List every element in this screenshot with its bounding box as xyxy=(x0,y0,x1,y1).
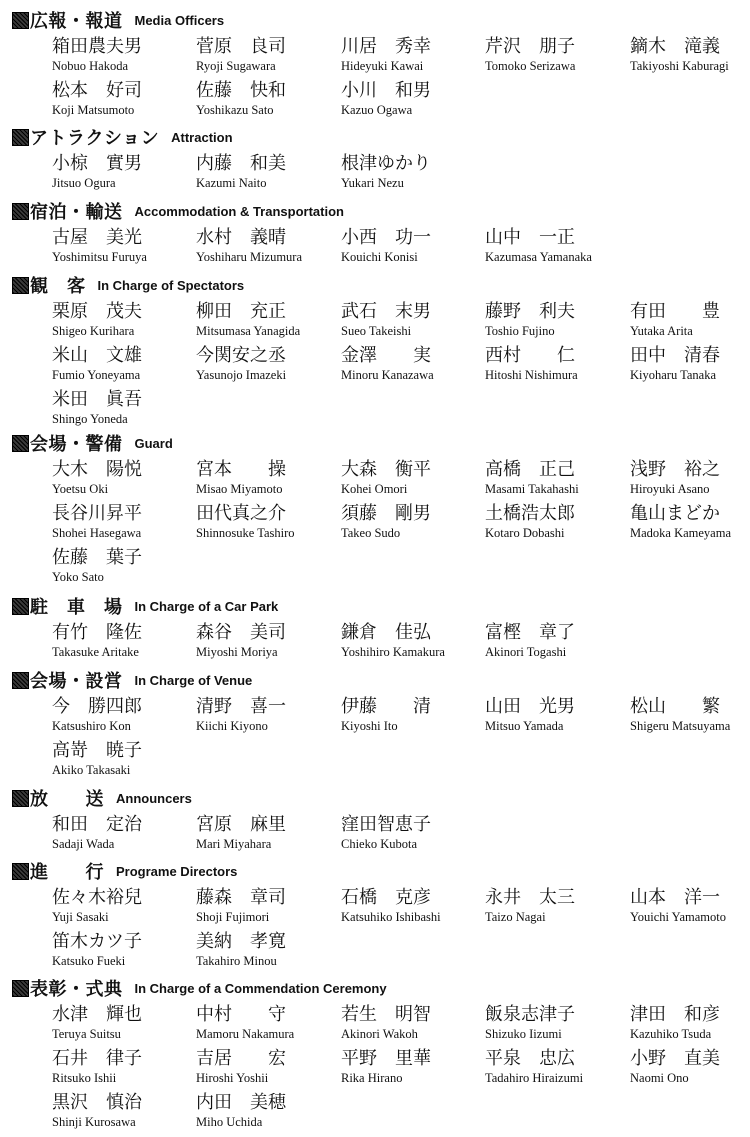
staff-member xyxy=(196,80,336,124)
member-name-en: Nobuo Hakoda xyxy=(52,59,129,73)
staff-member xyxy=(196,503,336,547)
staff-member xyxy=(485,1004,625,1048)
staff-member xyxy=(630,503,750,547)
member-name-ja: 古屋 美光 xyxy=(52,227,142,248)
staff-member xyxy=(341,1048,481,1092)
staff-member xyxy=(196,1092,336,1136)
member-name-ja: 栗原 茂夫 xyxy=(52,301,142,322)
member-name-ja: 佐藤 葉子 xyxy=(52,547,142,568)
section-heading xyxy=(12,976,387,1000)
section-marker-icon xyxy=(12,435,29,452)
staff-member xyxy=(341,459,481,503)
staff-member xyxy=(196,622,336,666)
staff-member xyxy=(341,301,481,345)
member-name-en: Yuji Sasaki xyxy=(52,910,109,924)
staff-member xyxy=(196,887,336,931)
member-name-ja: 金澤 実 xyxy=(341,345,431,366)
section-heading xyxy=(12,199,344,223)
member-name-en: Mitsuo Yamada xyxy=(485,719,564,733)
staff-member xyxy=(630,345,750,389)
section-title-en: In Charge of a Commendation Ceremony xyxy=(134,980,387,996)
member-name-ja: 和田 定治 xyxy=(52,814,142,835)
section-heading xyxy=(12,859,237,883)
member-name-en: Yoetsu Oki xyxy=(52,482,109,496)
member-name-ja: 鏑木 滝義 xyxy=(630,36,720,57)
member-name-en: Akiko Takasaki xyxy=(52,763,131,777)
member-name-en: Mari Miyahara xyxy=(196,837,272,851)
member-name-ja: 佐藤 快和 xyxy=(196,80,286,101)
staff-member xyxy=(630,1004,750,1048)
staff-member xyxy=(485,36,625,80)
member-name-en: Naomi Ono xyxy=(630,1071,689,1085)
staff-member xyxy=(630,887,750,931)
section-title-ja: 進 行 xyxy=(30,862,104,883)
member-name-en: Teruya Suitsu xyxy=(52,1027,121,1041)
member-name-ja: 平泉 忠広 xyxy=(485,1048,575,1069)
staff-member xyxy=(341,80,481,124)
member-name-en: Koji Matsumoto xyxy=(52,103,135,117)
staff-member xyxy=(630,36,750,80)
member-name-en: Shoji Fujimori xyxy=(196,910,270,924)
member-name-ja: 内田 美穂 xyxy=(196,1092,286,1113)
member-name-ja: 箱田農夫男 xyxy=(52,36,142,57)
member-name-ja: 小野 直美 xyxy=(630,1048,720,1069)
section-title-ja: 放 送 xyxy=(30,789,104,810)
staff-member xyxy=(196,814,336,858)
staff-member xyxy=(196,931,336,975)
staff-member xyxy=(52,622,192,666)
member-name-en: Yoshiharu Mizumura xyxy=(196,250,303,264)
staff-member xyxy=(341,153,481,197)
section-title-ja: 駐 車 場 xyxy=(30,597,123,618)
member-name-ja: 田中 清春 xyxy=(630,345,720,366)
staff-member xyxy=(52,503,192,547)
member-name-en: Fumio Yoneyama xyxy=(52,368,141,382)
staff-member xyxy=(52,1048,192,1092)
section-title-ja: 表彰・式典 xyxy=(30,979,123,1000)
member-name-en: Minoru Kanazawa xyxy=(341,368,434,382)
staff-member xyxy=(52,696,192,740)
section-heading xyxy=(12,8,224,32)
member-name-ja: 有竹 隆佐 xyxy=(52,622,142,643)
staff-member xyxy=(52,153,192,197)
staff-member xyxy=(485,345,625,389)
staff-member xyxy=(485,459,625,503)
staff-member xyxy=(196,345,336,389)
staff-member xyxy=(485,503,625,547)
staff-member xyxy=(52,345,192,389)
member-name-en: Kohei Omori xyxy=(341,482,408,496)
member-name-ja: 亀山まどか xyxy=(630,503,720,524)
staff-member xyxy=(52,887,192,931)
staff-member xyxy=(341,36,481,80)
staff-member xyxy=(196,227,336,271)
member-name-ja: 藤野 利夫 xyxy=(485,301,575,322)
member-name-ja: 鎌倉 佳弘 xyxy=(341,622,431,643)
section-heading xyxy=(12,668,252,692)
section-title-en: Announcers xyxy=(116,790,192,806)
staff-member xyxy=(485,622,625,666)
member-name-en: Shohei Hasegawa xyxy=(52,526,142,540)
member-name-en: Shinnosuke Tashiro xyxy=(196,526,295,540)
member-name-en: Hiroshi Yoshii xyxy=(196,1071,269,1085)
section-title-ja: 宿泊・輸送 xyxy=(30,202,123,223)
section-heading xyxy=(12,786,192,810)
staff-member xyxy=(630,696,750,740)
member-name-en: Tadahiro Hiraizumi xyxy=(485,1071,584,1085)
member-name-en: Yoshihiro Kamakura xyxy=(341,645,445,659)
member-name-en: Kiyoharu Tanaka xyxy=(630,368,717,382)
member-name-ja: 平野 里華 xyxy=(341,1048,431,1069)
member-name-ja: 吉居 宏 xyxy=(196,1048,286,1069)
member-name-ja: 山田 光男 xyxy=(485,696,575,717)
member-name-ja: 武石 末男 xyxy=(341,301,431,322)
member-name-en: Kazumi Naito xyxy=(196,176,267,190)
member-name-ja: 今関安之丞 xyxy=(196,345,286,366)
section-marker-icon xyxy=(12,129,29,146)
staff-member xyxy=(52,389,192,433)
member-name-ja: 藤森 章司 xyxy=(196,887,286,908)
member-name-en: Toshio Fujino xyxy=(485,324,555,338)
section-marker-icon xyxy=(12,980,29,997)
staff-member xyxy=(485,301,625,345)
member-name-en: Hitoshi Nishimura xyxy=(485,368,578,382)
member-name-en: Hideyuki Kawai xyxy=(341,59,424,73)
member-name-ja: 小川 和男 xyxy=(341,80,431,101)
member-name-en: Hiroyuki Asano xyxy=(630,482,710,496)
member-name-en: Katsuko Fueki xyxy=(52,954,126,968)
section-heading xyxy=(12,431,173,455)
member-name-en: Sadaji Wada xyxy=(52,837,115,851)
member-name-ja: 柳田 充正 xyxy=(196,301,286,322)
staff-member xyxy=(485,696,625,740)
section-title-en: Guard xyxy=(134,435,173,451)
member-name-ja: 内藤 和美 xyxy=(196,153,286,174)
member-name-en: Katsushiro Kon xyxy=(52,719,131,733)
member-name-en: Shigeru Matsuyama xyxy=(630,719,731,733)
member-name-ja: 中村 守 xyxy=(196,1004,286,1025)
member-name-en: Kouichi Konisi xyxy=(341,250,418,264)
staff-member xyxy=(341,696,481,740)
member-name-ja: 富樫 章了 xyxy=(485,622,575,643)
member-name-en: Katsuhiko Ishibashi xyxy=(341,910,441,924)
section-title-ja: 会場・警備 xyxy=(30,434,123,455)
section-marker-icon xyxy=(12,863,29,880)
member-name-ja: 米山 文雄 xyxy=(52,345,142,366)
staff-member xyxy=(341,887,481,931)
member-name-ja: 根津ゆかり xyxy=(341,153,431,174)
member-name-en: Yasunojo Imazeki xyxy=(196,368,287,382)
staff-member xyxy=(630,301,750,345)
staff-member xyxy=(341,227,481,271)
member-name-en: Takiyoshi Kaburagi xyxy=(630,59,729,73)
member-name-ja: 今 勝四郎 xyxy=(52,696,142,717)
member-name-en: Takeo Sudo xyxy=(341,526,401,540)
member-name-en: Kazuo Ogawa xyxy=(341,103,413,117)
member-name-ja: 水津 輝也 xyxy=(52,1004,142,1025)
member-name-en: Kazumasa Yamanaka xyxy=(485,250,592,264)
section-heading xyxy=(12,594,278,618)
staff-member xyxy=(196,301,336,345)
member-name-en: Shizuko Iizumi xyxy=(485,1027,562,1041)
staff-member xyxy=(52,931,192,975)
section-heading xyxy=(12,273,244,297)
member-name-en: Shinji Kurosawa xyxy=(52,1115,136,1129)
member-name-ja: 永井 太三 xyxy=(485,887,575,908)
member-name-en: Youichi Yamamoto xyxy=(630,910,726,924)
member-name-ja: 佐々木裕兒 xyxy=(52,887,142,908)
member-name-ja: 石井 律子 xyxy=(52,1048,142,1069)
staff-member xyxy=(52,80,192,124)
member-name-ja: 津田 和彦 xyxy=(630,1004,720,1025)
member-name-en: Taizo Nagai xyxy=(485,910,546,924)
member-name-ja: 松本 好司 xyxy=(52,80,142,101)
member-name-ja: 小椋 實男 xyxy=(52,153,142,174)
section-marker-icon xyxy=(12,203,29,220)
section-title-ja: 観 客 xyxy=(30,276,86,297)
staff-member xyxy=(196,1048,336,1092)
member-name-ja: 大森 衡平 xyxy=(341,459,431,480)
member-name-en: Takahiro Minou xyxy=(196,954,277,968)
staff-member xyxy=(341,814,481,858)
member-name-ja: 田代真之介 xyxy=(196,503,286,524)
staff-member xyxy=(52,459,192,503)
member-name-en: Kotaro Dobashi xyxy=(485,526,565,540)
member-name-ja: 森谷 美司 xyxy=(196,622,286,643)
member-name-ja: 山本 洋一 xyxy=(630,887,720,908)
member-name-en: Shigeo Kurihara xyxy=(52,324,135,338)
staff-member xyxy=(196,1004,336,1048)
staff-member xyxy=(52,1092,192,1136)
section-title-en: In Charge of Venue xyxy=(134,672,253,688)
member-name-ja: 黒沢 慎治 xyxy=(52,1092,142,1113)
member-name-en: Ryoji Sugawara xyxy=(196,59,276,73)
staff-member xyxy=(485,1048,625,1092)
member-name-ja: 宮本 操 xyxy=(196,459,286,480)
member-name-en: Jitsuo Ogura xyxy=(52,176,116,190)
member-name-ja: 小西 功一 xyxy=(341,227,431,248)
member-name-ja: 川居 秀幸 xyxy=(341,36,431,57)
member-name-en: Kazuhiko Tsuda xyxy=(630,1027,712,1041)
section-title-en: In Charge of a Car Park xyxy=(134,598,279,614)
member-name-en: Takasuke Aritake xyxy=(52,645,139,659)
member-name-ja: 須藤 剛男 xyxy=(341,503,431,524)
section-marker-icon xyxy=(12,277,29,294)
staff-member xyxy=(341,345,481,389)
member-name-en: Akinori Togashi xyxy=(485,645,567,659)
section-heading xyxy=(12,125,233,149)
member-name-ja: 清野 喜一 xyxy=(196,696,286,717)
section-title-en: Attraction xyxy=(171,129,233,145)
staff-member xyxy=(196,153,336,197)
member-name-en: Masami Takahashi xyxy=(485,482,579,496)
member-name-ja: 水村 義晴 xyxy=(196,227,286,248)
section-marker-icon xyxy=(12,672,29,689)
member-name-ja: 美納 孝寛 xyxy=(196,931,286,952)
section-title-ja: 広報・報道 xyxy=(30,11,123,32)
member-name-ja: 長谷川昇平 xyxy=(52,503,142,524)
member-name-ja: 西村 仁 xyxy=(485,345,575,366)
staff-member xyxy=(52,227,192,271)
staff-member xyxy=(52,547,192,591)
member-name-en: Chieko Kubota xyxy=(341,837,418,851)
staff-member xyxy=(485,227,625,271)
staff-member xyxy=(196,459,336,503)
member-name-ja: 高嵜 暁子 xyxy=(52,740,142,761)
member-name-ja: 石橋 克彦 xyxy=(341,887,431,908)
staff-member xyxy=(485,887,625,931)
section-title-en: In Charge of Spectators xyxy=(97,277,245,293)
section-title-en: Media Officers xyxy=(134,12,225,28)
staff-member xyxy=(341,1004,481,1048)
member-name-en: Misao Miyamoto xyxy=(196,482,283,496)
member-name-ja: 芹沢 朋子 xyxy=(485,36,575,57)
staff-member xyxy=(196,36,336,80)
member-name-en: Ritsuko Ishii xyxy=(52,1071,117,1085)
member-name-ja: 窪田智恵子 xyxy=(341,814,431,835)
member-name-ja: 土橋浩太郎 xyxy=(485,503,575,524)
member-name-ja: 若生 明智 xyxy=(341,1004,431,1025)
member-name-ja: 笛木カツ子 xyxy=(52,931,142,952)
member-name-en: Yoko Sato xyxy=(52,570,104,584)
staff-member xyxy=(630,1048,750,1092)
staff-member xyxy=(196,696,336,740)
staff-member xyxy=(52,740,192,784)
member-name-ja: 大木 陽悦 xyxy=(52,459,142,480)
section-title-en: Programe Directors xyxy=(116,863,238,879)
member-name-ja: 菅原 良司 xyxy=(196,36,286,57)
staff-member xyxy=(341,622,481,666)
member-name-en: Kiyoshi Ito xyxy=(341,719,398,733)
member-name-en: Sueo Takeishi xyxy=(341,324,412,338)
member-name-en: Akinori Wakoh xyxy=(341,1027,418,1041)
section-title-ja: アトラクション xyxy=(30,128,160,149)
staff-member xyxy=(52,814,192,858)
section-title-en: Accommodation & Transportation xyxy=(134,203,344,219)
member-name-en: Yoshimitsu Furuya xyxy=(52,250,147,264)
member-name-en: Yukari Nezu xyxy=(341,176,404,190)
section-marker-icon xyxy=(12,790,29,807)
member-name-en: Rika Hirano xyxy=(341,1071,403,1085)
member-name-ja: 米田 眞吾 xyxy=(52,389,142,410)
member-name-en: Mitsumasa Yanagida xyxy=(196,324,301,338)
member-name-ja: 伊藤 清 xyxy=(341,696,431,717)
section-marker-icon xyxy=(12,598,29,615)
member-name-en: Madoka Kameyama xyxy=(630,526,732,540)
section-title-ja: 会場・設営 xyxy=(30,671,123,692)
member-name-ja: 浅野 裕之 xyxy=(630,459,720,480)
staff-member xyxy=(52,301,192,345)
member-name-ja: 松山 繁 xyxy=(630,696,720,717)
member-name-ja: 飯泉志津子 xyxy=(485,1004,575,1025)
member-name-ja: 山中 一正 xyxy=(485,227,575,248)
member-name-en: Yoshikazu Sato xyxy=(196,103,274,117)
member-name-en: Miho Uchida xyxy=(196,1115,263,1129)
member-name-en: Miyoshi Moriya xyxy=(196,645,278,659)
member-name-en: Shingo Yoneda xyxy=(52,412,128,426)
member-name-en: Kiichi Kiyono xyxy=(196,719,268,733)
member-name-ja: 有田 豊 xyxy=(630,301,720,322)
member-name-en: Mamoru Nakamura xyxy=(196,1027,295,1041)
section-marker-icon xyxy=(12,12,29,29)
member-name-ja: 高橋 正己 xyxy=(485,459,575,480)
staff-member xyxy=(341,503,481,547)
staff-member xyxy=(52,36,192,80)
staff-member xyxy=(630,459,750,503)
member-name-en: Yutaka Arita xyxy=(630,324,693,338)
member-name-en: Tomoko Serizawa xyxy=(485,59,576,73)
staff-member xyxy=(52,1004,192,1048)
member-name-ja: 宮原 麻里 xyxy=(196,814,286,835)
